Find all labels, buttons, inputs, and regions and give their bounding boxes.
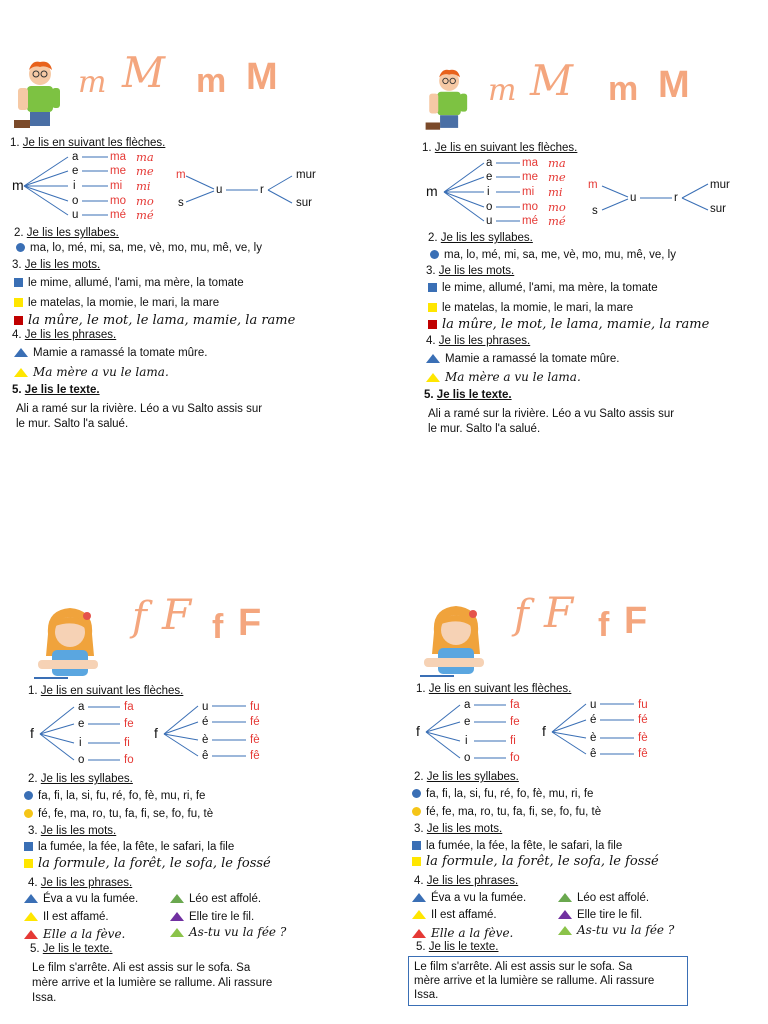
tree-vowel: é	[590, 714, 597, 726]
reading-line: Ali a ramé sur la rivière. Léo a vu Salto assis sur	[428, 408, 675, 420]
tree-vowel: o	[72, 195, 79, 207]
section-number: 5.	[12, 384, 22, 396]
sentence-line-cursive	[24, 927, 125, 942]
word-line-cursive	[412, 855, 659, 869]
blue-square-icon	[412, 841, 421, 850]
word-text: la mûre, le mot, le lama, mamie, la rame	[28, 313, 296, 328]
sentence-line-cursive	[412, 926, 513, 941]
tree-cursive: mé	[136, 208, 154, 222]
tree-vowel: a	[78, 701, 85, 713]
syllable-text: ma, lo, mé, mi, sa, me, vè, mo, mu, mê, ve, ly	[30, 242, 262, 254]
letter-print-upper: M	[246, 56, 278, 98]
reading-line: Ali a ramé sur la rivière. Léo a vu Salto assis sur	[16, 403, 263, 415]
tree-root: m	[12, 177, 24, 193]
tree-end2: sur	[296, 197, 312, 209]
section-title: Je lis les phrases.	[426, 875, 519, 887]
red-triangle-icon	[412, 929, 426, 938]
section-5-heading	[12, 383, 100, 397]
syllable-text: fé, fe, ma, ro, tu, fa, fi, se, fo, fu, tè	[38, 808, 214, 820]
letter-script-lower: m	[78, 65, 107, 100]
section-number: 2.	[28, 773, 38, 785]
word-line-cursive	[14, 314, 295, 328]
sentence-line	[412, 908, 497, 922]
section-number: 5.	[424, 389, 434, 401]
lesson-card-m-right	[422, 56, 768, 435]
yellow-square-icon	[14, 298, 23, 307]
word-line-cursive	[24, 857, 271, 871]
section-2-heading	[14, 226, 119, 240]
sentence-text: Elle tire le fil.	[189, 911, 255, 923]
tree-syllable: fê	[250, 750, 260, 762]
blue-square-icon	[14, 278, 23, 287]
section-1-heading	[10, 136, 165, 150]
word-line	[14, 276, 244, 290]
tree-syllable: fê	[638, 748, 648, 760]
letter-script-upper: F	[162, 590, 192, 639]
word-line	[24, 840, 234, 854]
green-triangle-icon	[558, 893, 572, 902]
syllable-text: ma, lo, mé, mi, sa, me, vè, mo, mu, mê, ve, ly	[444, 249, 676, 261]
section-2-heading	[28, 772, 133, 786]
arrow-lines	[414, 698, 714, 768]
yellow-triangle-icon	[24, 912, 38, 921]
reading-text	[428, 407, 674, 421]
section-title: Je lis en suivant les flèches.	[428, 683, 572, 695]
sentence-line-cursive	[558, 923, 674, 938]
section-number: 4.	[426, 335, 436, 347]
section-4-heading	[414, 874, 518, 888]
tree-syllable: mo	[522, 201, 538, 213]
sentence-line-cursive	[426, 370, 581, 385]
tree-syllable: mi	[522, 186, 535, 198]
sentence-text: Mamie a ramassé la tomate mûre.	[445, 353, 620, 365]
word-text: le mime, allumé, l'ami, ma mère, la tomate	[28, 277, 244, 289]
yellow-square-icon	[412, 857, 421, 866]
section-title: Je lis les mots.	[24, 259, 101, 271]
tree-vowel: e	[78, 718, 85, 730]
tree-syllable: mi	[110, 180, 123, 192]
section-number: 4.	[414, 875, 424, 887]
lightgreen-triangle-icon	[170, 928, 184, 937]
section-number: 1.	[416, 683, 426, 695]
tree-syllable: fo	[510, 752, 520, 764]
letter-print-lower: f	[212, 608, 224, 646]
section-number: 2.	[14, 227, 24, 239]
blue-triangle-icon	[412, 893, 426, 902]
sentence-line	[14, 346, 207, 360]
sentence-text: Éva a vu la fumée.	[431, 892, 527, 904]
tree-r2: s	[592, 205, 598, 217]
tree-r2: s	[178, 197, 184, 209]
tree-syllable: fi	[124, 737, 130, 749]
yellow-triangle-icon	[14, 368, 28, 377]
letter-script-lower: m	[488, 73, 517, 108]
section-3-heading	[28, 824, 116, 838]
lesson-card-f-left	[28, 590, 388, 1004]
sentence-text: Léo est affolé.	[577, 892, 650, 904]
syllable-text: fa, fi, la, si, fu, ré, fo, fè, mu, ri, fe	[38, 790, 206, 802]
reading-line: Issa.	[414, 989, 439, 1001]
card-header	[422, 56, 768, 132]
tree-cursive: mo	[136, 194, 154, 208]
card-header	[414, 588, 768, 682]
section-title: Je lis les phrases.	[438, 335, 531, 347]
letter-print-lower: f	[598, 606, 610, 644]
girl-illustration	[414, 602, 498, 680]
section-number: 3.	[414, 823, 424, 835]
tree-syllable: fè	[250, 734, 260, 746]
sentence-text: As-tu vu la fée ?	[189, 925, 287, 939]
word-text: la mûre, le mot, le lama, mamie, la rame	[442, 317, 710, 332]
lesson-card-f-right	[414, 588, 768, 1001]
section-title: Je lis en suivant les flèches.	[40, 685, 184, 697]
tree-root-2: f	[154, 725, 158, 741]
sentence-line	[426, 352, 619, 366]
blue-dot-icon	[430, 250, 439, 259]
word-line	[428, 281, 658, 295]
word-text: le matelas, la momie, le mari, la mare	[28, 297, 220, 309]
tree-vowel: i	[73, 180, 76, 192]
tree-syllable: fe	[124, 718, 134, 730]
letter-script-lower: f	[514, 592, 529, 638]
sentence-text: Ma mère a vu le lama.	[445, 370, 581, 384]
tree-vowel: u	[202, 701, 209, 713]
tree-mid1: u	[630, 192, 637, 204]
arrow-tree	[28, 700, 328, 770]
sentence-text: Éva a vu la fumée.	[43, 893, 139, 905]
section-title: Je lis les syllabes.	[440, 232, 533, 244]
section-5-heading	[30, 942, 112, 956]
section-title: Je lis les mots.	[426, 823, 503, 835]
yellow-square-icon	[428, 303, 437, 312]
tree-vowel: e	[72, 165, 79, 177]
word-line-cursive	[428, 318, 709, 332]
tree-mid2: r	[260, 184, 264, 196]
tree-vowel: ê	[202, 750, 209, 762]
section-title: Je lis les syllabes.	[426, 771, 519, 783]
tree-syllable: ma	[522, 157, 538, 169]
tree-cursive: mé	[548, 214, 566, 228]
tree-syllable: fu	[250, 701, 260, 713]
syllable-line	[430, 248, 676, 262]
reading-line: Le film s'arrête. Ali est assis sur le sofa. Sa	[414, 961, 633, 973]
tree-vowel: i	[465, 735, 468, 747]
arrow-tree	[422, 156, 762, 228]
purple-triangle-icon	[170, 912, 184, 921]
section-4-heading	[12, 328, 116, 342]
section-title: Je lis le texte.	[436, 389, 512, 401]
arrow-lines	[28, 700, 328, 770]
reading-text-box	[408, 956, 688, 1006]
sentence-text: Elle a la fève.	[431, 926, 514, 940]
section-1-heading	[416, 682, 571, 696]
blue-dot-icon	[16, 243, 25, 252]
sentence-text: Elle a la fève.	[43, 927, 126, 941]
section-title: Je lis en suivant les flèches.	[434, 142, 578, 154]
arrow-tree	[10, 150, 350, 222]
section-title: Je lis le texte.	[24, 384, 100, 396]
red-triangle-icon	[24, 930, 38, 939]
sentence-line-cursive	[14, 365, 169, 380]
tree-vowel: u	[590, 699, 597, 711]
blue-triangle-icon	[14, 348, 28, 357]
card-header	[10, 48, 370, 126]
red-square-icon	[428, 320, 437, 329]
syllable-line	[24, 789, 205, 803]
yellow-dot-icon	[24, 809, 33, 818]
tree-vowel: e	[464, 716, 471, 728]
section-number: 3.	[426, 265, 436, 277]
reading-text	[32, 961, 250, 975]
blue-dot-icon	[24, 791, 33, 800]
sentence-text: As-tu vu la fée ?	[577, 923, 675, 937]
reading-line: Le film s'arrête. Ali est assis sur le sofa. Sa	[32, 962, 251, 974]
yellow-triangle-icon	[426, 373, 440, 382]
tree-vowel: o	[464, 752, 471, 764]
tree-vowel: a	[464, 699, 471, 711]
arrow-tree	[414, 698, 714, 768]
section-number: 1.	[28, 685, 38, 697]
tree-syllable: fu	[638, 699, 648, 711]
letter-print-upper: F	[238, 602, 262, 644]
sentence-text: Mamie a ramassé la tomate mûre.	[33, 347, 208, 359]
tree-mid1: u	[216, 184, 223, 196]
sentence-text: Léo est affolé.	[189, 893, 262, 905]
sentence-text: Il est affamé.	[431, 909, 497, 921]
tree-syllable: fé	[250, 716, 260, 728]
tree-cursive: ma	[548, 156, 566, 170]
sentence-line	[170, 892, 261, 906]
section-1-heading	[28, 684, 183, 698]
sentence-line	[24, 910, 109, 924]
sentence-line	[412, 891, 526, 905]
sentence-text: Ma mère a vu le lama.	[33, 365, 169, 379]
reading-line: le mur. Salto l'a salué.	[16, 418, 129, 430]
sentence-line-cursive	[170, 925, 286, 940]
tree-root: f	[30, 725, 34, 741]
tree-cursive: me	[548, 170, 566, 184]
blue-square-icon	[428, 283, 437, 292]
section-title: Je lis les mots.	[40, 825, 117, 837]
syllable-text: fa, fi, la, si, fu, ré, fo, fè, mu, ri, fe	[426, 788, 594, 800]
card-header	[28, 590, 388, 684]
sentence-line	[170, 910, 254, 924]
section-number: 5.	[30, 943, 40, 955]
section-title: Je lis le texte.	[42, 943, 113, 955]
sentence-line	[24, 892, 138, 906]
tree-vowel: é	[202, 716, 209, 728]
syllable-text: fé, fe, ma, ro, tu, fa, fi, se, fo, fu, tè	[426, 806, 602, 818]
section-3-heading	[414, 822, 502, 836]
tree-root-2: f	[542, 723, 546, 739]
word-text: le mime, allumé, l'ami, ma mère, la tomate	[442, 282, 658, 294]
tree-vowel: o	[78, 754, 85, 766]
word-text: la formule, la forêt, le sofa, le fossé	[38, 856, 271, 871]
section-2-heading	[428, 231, 533, 245]
section-title: Je lis les syllabes.	[40, 773, 133, 785]
tree-syllable: mé	[110, 209, 126, 221]
blue-triangle-icon	[24, 894, 38, 903]
girl-illustration	[28, 604, 112, 682]
reading-line: mère arrive et la lumière se rallume. Ali rassure	[414, 975, 655, 987]
word-line	[412, 839, 622, 853]
tree-syllable: mé	[522, 215, 538, 227]
arrow-lines	[10, 150, 350, 222]
tree-vowel: a	[72, 151, 79, 163]
tree-cursive: me	[136, 164, 154, 178]
section-number: 4.	[12, 329, 22, 341]
section-title: Je lis les phrases.	[24, 329, 117, 341]
word-line	[14, 296, 219, 310]
yellow-dot-icon	[412, 807, 421, 816]
blue-dot-icon	[412, 789, 421, 798]
tree-syllable: fe	[510, 716, 520, 728]
tree-syllable: ma	[110, 151, 126, 163]
tree-cursive: mi	[136, 179, 151, 193]
letter-script-upper: F	[544, 588, 574, 637]
letter-print-lower: m	[608, 70, 639, 108]
section-title: Je lis en suivant les flèches.	[22, 137, 166, 149]
boy-illustration	[422, 64, 478, 134]
red-square-icon	[14, 316, 23, 325]
tree-vowel: è	[590, 732, 597, 744]
sentence-text: Il est affamé.	[43, 911, 109, 923]
section-3-heading	[426, 264, 514, 278]
blue-triangle-icon	[426, 354, 440, 363]
blue-square-icon	[24, 842, 33, 851]
section-2-heading	[414, 770, 519, 784]
syllable-line	[412, 787, 593, 801]
tree-vowel: ê	[590, 748, 597, 760]
section-number: 5.	[416, 941, 426, 953]
tree-vowel: o	[486, 201, 493, 213]
tree-syllable: mo	[110, 195, 126, 207]
tree-mid2: r	[674, 192, 678, 204]
yellow-square-icon	[24, 859, 33, 868]
letter-script-upper: M	[122, 48, 166, 97]
letter-print-upper: F	[624, 600, 648, 642]
letter-print-lower: m	[196, 62, 227, 100]
tree-r1: m	[176, 169, 186, 181]
section-title: Je lis le texte.	[428, 941, 499, 953]
tree-vowel: u	[486, 215, 493, 227]
tree-syllable: fo	[124, 754, 134, 766]
tree-cursive: mi	[548, 185, 563, 199]
tree-vowel: è	[202, 734, 209, 746]
tree-cursive: ma	[136, 150, 154, 164]
purple-triangle-icon	[558, 910, 572, 919]
sentence-text: Elle tire le fil.	[577, 909, 643, 921]
section-number: 2.	[428, 232, 438, 244]
tree-vowel: i	[79, 737, 82, 749]
lesson-card-m-left	[10, 48, 370, 430]
reading-text	[16, 417, 128, 431]
section-number: 1.	[10, 137, 20, 149]
tree-end1: mur	[710, 179, 730, 191]
sentence-line	[558, 891, 649, 905]
section-number: 4.	[28, 877, 38, 889]
reading-line: mère arrive et la lumière se rallume. Ali rassure	[32, 977, 273, 989]
section-5-heading	[424, 388, 512, 402]
section-4-heading	[28, 876, 132, 890]
tree-vowel: i	[487, 186, 490, 198]
tree-syllable: fi	[510, 735, 516, 747]
section-1-heading	[422, 141, 577, 155]
tree-root: m	[426, 183, 438, 199]
section-number: 3.	[12, 259, 22, 271]
letter-print-upper: M	[658, 64, 690, 106]
tree-cursive: mo	[548, 200, 566, 214]
letter-script-upper: M	[530, 56, 574, 105]
tree-vowel: u	[72, 209, 79, 221]
section-3-heading	[12, 258, 100, 272]
section-title: Je lis les syllabes.	[26, 227, 119, 239]
green-triangle-icon	[170, 894, 184, 903]
tree-root: f	[416, 723, 420, 739]
tree-syllable: me	[522, 171, 538, 183]
reading-line: Issa.	[32, 992, 57, 1004]
syllable-line	[24, 807, 213, 821]
boy-illustration	[10, 58, 72, 130]
section-5-heading	[416, 940, 498, 954]
word-text: la fumée, la fée, la fête, le safari, la file	[426, 840, 623, 852]
tree-end1: mur	[296, 169, 316, 181]
word-text: la fumée, la fée, la fête, le safari, la file	[38, 841, 235, 853]
reading-text	[16, 402, 262, 416]
reading-text	[32, 991, 56, 1005]
section-number: 3.	[28, 825, 38, 837]
tree-syllable: me	[110, 165, 126, 177]
syllable-line	[412, 805, 601, 819]
word-line	[428, 301, 633, 315]
reading-text	[428, 422, 540, 436]
word-text: le matelas, la momie, le mari, la mare	[442, 302, 634, 314]
tree-syllable: fé	[638, 714, 648, 726]
section-number: 2.	[414, 771, 424, 783]
section-title: Je lis les phrases.	[40, 877, 133, 889]
tree-vowel: a	[486, 157, 493, 169]
section-title: Je lis les mots.	[438, 265, 515, 277]
tree-vowel: e	[486, 171, 493, 183]
reading-line: le mur. Salto l'a salué.	[428, 423, 541, 435]
word-text: la formule, la forêt, le sofa, le fossé	[426, 854, 659, 869]
syllable-line	[16, 241, 262, 255]
yellow-triangle-icon	[412, 910, 426, 919]
section-4-heading	[426, 334, 530, 348]
reading-text	[32, 976, 272, 990]
lightgreen-triangle-icon	[558, 926, 572, 935]
tree-r1: m	[588, 179, 598, 191]
tree-end2: sur	[710, 203, 726, 215]
tree-syllable: fè	[638, 732, 648, 744]
tree-syllable: fa	[510, 699, 520, 711]
sentence-line	[558, 908, 642, 922]
letter-script-lower: f	[132, 594, 147, 640]
tree-syllable: fa	[124, 701, 134, 713]
section-number: 1.	[422, 142, 432, 154]
